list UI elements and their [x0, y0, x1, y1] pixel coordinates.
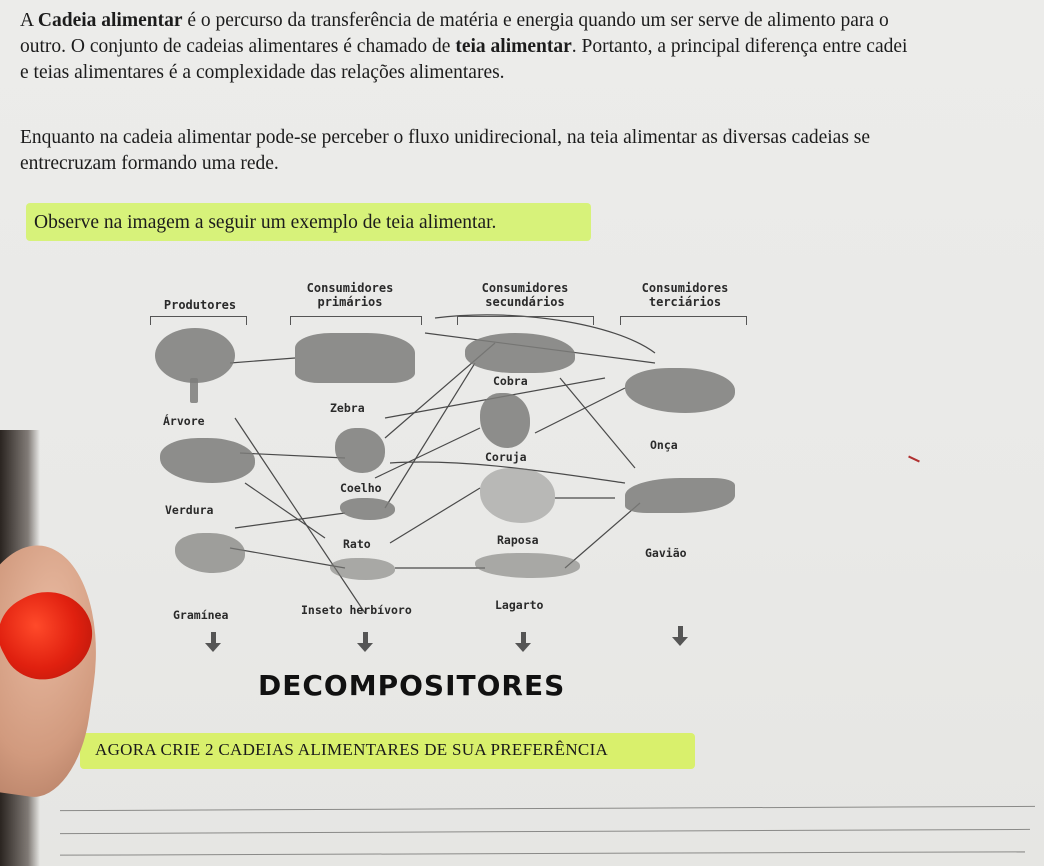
intro-text: . Portanto, a principal diferença entre cadei [571, 36, 908, 57]
label-coruja: Coruja [485, 450, 527, 464]
intro-line-1 [20, 8, 1044, 34]
arrow-inseto-raposa [390, 488, 480, 543]
header-primarios [285, 281, 415, 309]
arrow-coruja-onca [535, 388, 625, 433]
intro-text: é o percurso da transferência de matéria e energia quando um ser serve de alimento para o [182, 10, 889, 31]
header-secundarios-line2: secundários [485, 295, 565, 309]
observe-instruction: Observe na imagem a seguir um exemplo de teia alimentar. [34, 212, 497, 233]
intro-line-2 [20, 34, 1044, 60]
label-onca: Onça [650, 438, 678, 452]
arrow-verdura-rato [245, 483, 325, 538]
second-line-1: Enquanto na cadeia alimentar pode-se perceber o fluxo unidirecional, na teia alimentar as diversas cadeias se [20, 127, 871, 148]
arrow-lagarto-gaviao [565, 503, 640, 568]
label-coelho: Coelho [340, 481, 382, 495]
label-verdura: Verdura [165, 503, 214, 517]
header-primarios-line1: Consumidores [306, 281, 394, 295]
intro-text: outro. O conjunto de cadeias alimentares é chamado de [20, 36, 456, 57]
label-graminea: Gramínea [173, 608, 229, 622]
label-lagarto: Lagarto [495, 598, 544, 612]
cobra-image [465, 333, 575, 373]
header-terciarios-line2: terciários [648, 295, 722, 309]
second-paragraph [20, 125, 1020, 177]
label-arvore: Árvore [163, 414, 205, 428]
tree-image [155, 328, 235, 383]
intro-paragraph [20, 8, 1044, 86]
arrow-rato-cobra [385, 363, 475, 508]
arrow-rato-coruja [375, 428, 480, 478]
intro-text: A [20, 10, 38, 31]
task-instruction: AGORA CRIE 2 CADEIAS ALIMENTARES DE SUA PREFERÊNCIA [95, 740, 609, 759]
arrow-cobra-gaviao [560, 378, 635, 468]
intro-line-3: e teias alimentares é a complexidade das relações alimentares. [20, 62, 505, 83]
label-cobra: Cobra [493, 374, 528, 388]
label-rato: Rato [343, 537, 371, 551]
decompositores-title: DECOMPOSITORES [258, 669, 566, 702]
bracket-terciarios [620, 316, 747, 325]
zebra-image [295, 333, 415, 383]
arrow-graminea-rato [235, 513, 345, 528]
bracket-produtores [150, 316, 247, 325]
term-teia: teia alimentar [455, 36, 572, 57]
header-primarios-line2: primários [317, 295, 383, 309]
label-zebra: Zebra [330, 401, 365, 415]
second-line-2: entrecruzam formando uma rede. [20, 153, 279, 174]
arrow-verdura-coelho [240, 453, 345, 458]
label-raposa: Raposa [497, 533, 539, 547]
header-secundarios [460, 281, 590, 309]
gaviao-image [625, 478, 735, 513]
header-secundarios-line1: Consumidores [481, 281, 569, 295]
food-web-diagram [135, 268, 775, 648]
bracket-primarios [290, 316, 422, 325]
header-terciarios [615, 281, 755, 309]
label-inseto: Inseto herbívoro [301, 603, 412, 617]
tree-trunk-image [190, 378, 198, 403]
label-gaviao: Gavião [645, 546, 687, 560]
arrow-arvore-zebra [230, 358, 295, 363]
header-produtores: Produtores [163, 298, 237, 312]
bracket-secundarios [457, 316, 594, 325]
term-cadeia: Cadeia alimentar [37, 10, 183, 31]
header-terciarios-line1: Consumidores [641, 281, 729, 295]
